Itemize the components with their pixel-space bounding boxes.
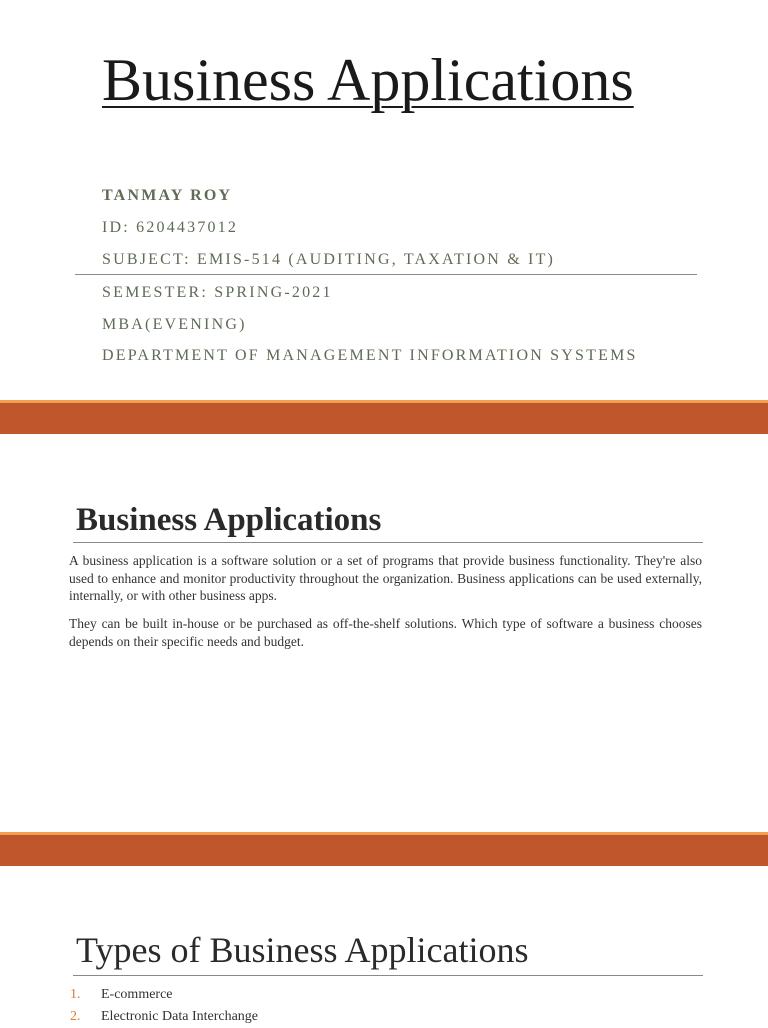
slide-divider [0, 832, 768, 866]
heading-rule [73, 542, 703, 543]
paragraph: A business application is a software solution or a set of programs that provide business functionality. They're also used to enhance and monitor productivity throughout the organization. Business applications can be used externally, internally, or with other business apps. [69, 553, 702, 603]
title-rule [75, 274, 697, 275]
student-id: ID: 6204437012 [102, 219, 239, 236]
list-number: 1. [70, 987, 81, 1002]
list-number: 2. [70, 1009, 81, 1024]
paragraph: They can be built in-house or be purchased as off-the-shelf solutions. Which type of software a business chooses depends on their specific needs and budget. [69, 616, 702, 649]
list-item [70, 1006, 258, 1028]
program-line: MBA(EVENING) [102, 316, 247, 333]
slide-heading: Business Applications [76, 502, 382, 538]
semester-line: SEMESTER: SPRING-2021 [102, 284, 333, 301]
slide-title: Business Applications [102, 47, 634, 113]
types-list [70, 984, 258, 1028]
department-line: DEPARTMENT OF MANAGEMENT INFORMATION SYSTEMS [102, 347, 638, 364]
slide-divider [0, 400, 768, 434]
list-label: Electronic Data Interchange [101, 1009, 259, 1024]
author-name: TANMAY ROY [102, 187, 233, 204]
types-slide [0, 866, 768, 1024]
heading-rule [73, 975, 703, 976]
title-slide [0, 0, 768, 400]
list-label: E-commerce [101, 987, 173, 1002]
subject-line: SUBJECT: EMIS-514 (AUDITING, TAXATION & IT) [102, 251, 556, 268]
list-item [70, 984, 258, 1006]
slide-heading: Types of Business Applications [76, 930, 529, 970]
definition-slide [0, 434, 768, 832]
